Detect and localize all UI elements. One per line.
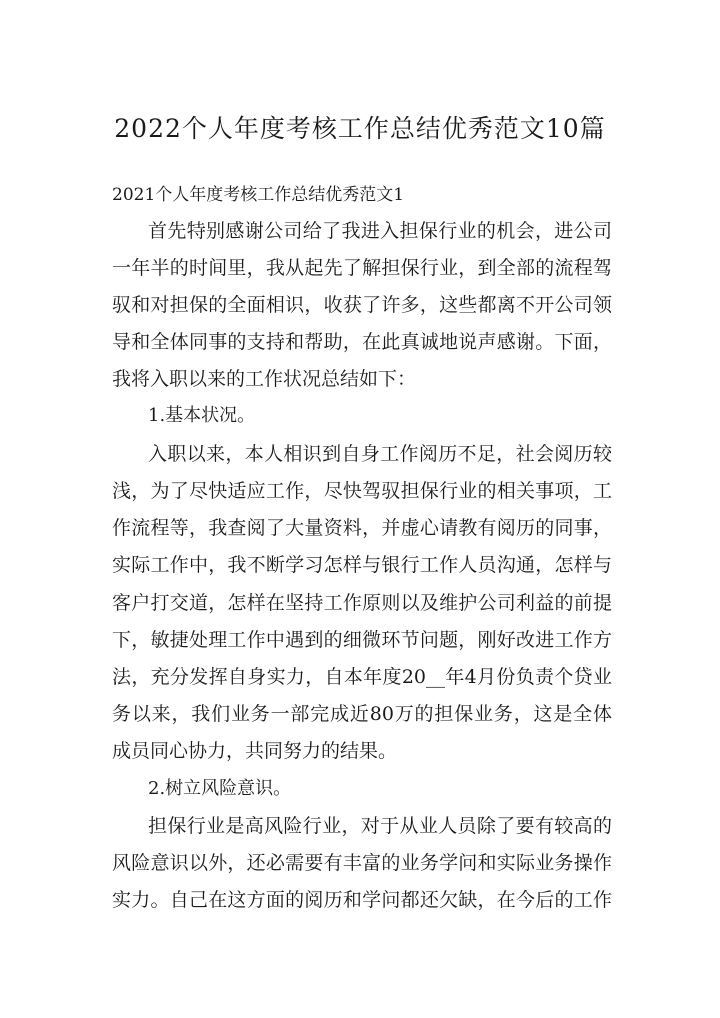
paragraph-3-line: 实力。自己在这方面的阅历和学问都还欠缺，在今后的工作	[112, 889, 612, 911]
paragraph-2-line: 务以来，我们业务一部完成近80万的担保业务，这是全体	[112, 703, 612, 725]
paragraph-2-line: 入职以来，本人相识到自身工作阅历不足，社会阅历较	[148, 443, 612, 465]
paragraph-2-line: 客户打交道，怎样在坚持工作原则以及维护公司利益的前提	[112, 592, 612, 614]
paragraph-1-line: 我将入职以来的工作状况总结如下：	[112, 368, 417, 390]
section-heading-1: 1.基本状况。	[148, 405, 256, 426]
paragraph-1-line: 导和全体同事的支持和帮助，在此真诚地说声感谢。下面，	[112, 331, 612, 353]
paragraph-1-line: 首先特别感谢公司给了我进入担保行业的机会，进公司	[148, 220, 612, 242]
paragraph-2-line: 成员同心协力，共同努力的结果。	[112, 740, 398, 762]
paragraph-3-line: 风险意识以外，还必需要有丰富的业务学问和实际业务操作	[112, 852, 612, 874]
paragraph-2-line: 实际工作中，我不断学习怎样与银行工作人员沟通，怎样与	[112, 554, 612, 576]
section-heading-2: 2.树立风险意识。	[148, 778, 292, 799]
paragraph-1-line: 一年半的时间里，我从起先了解担保行业，到全部的流程驾	[112, 257, 612, 279]
document-title: 2022个人年度考核工作总结优秀范文10篇	[114, 114, 606, 143]
paragraph-2-line: 下，敏捷处理工作中遇到的细微环节问题，刚好改进工作方	[112, 629, 612, 651]
paragraph-3-line: 担保行业是高风险行业，对于从业人员除了要有较高的	[148, 815, 612, 837]
paragraph-2-line: 浅，为了尽快适应工作，尽快驾驭担保行业的相关事项，工	[112, 480, 612, 502]
paragraph-1-line: 驭和对担保的全面相识，收获了许多，这些都离不开公司领	[112, 294, 612, 316]
paragraph-2-line: 法，充分发挥自身实力，自本年度20__年4月份负责个贷业	[112, 666, 612, 688]
paragraph-2-line: 作流程等，我查阅了大量资料，并虚心请教有阅历的同事，	[112, 517, 612, 539]
document-subtitle: 2021个人年度考核工作总结优秀范文1	[112, 185, 405, 205]
